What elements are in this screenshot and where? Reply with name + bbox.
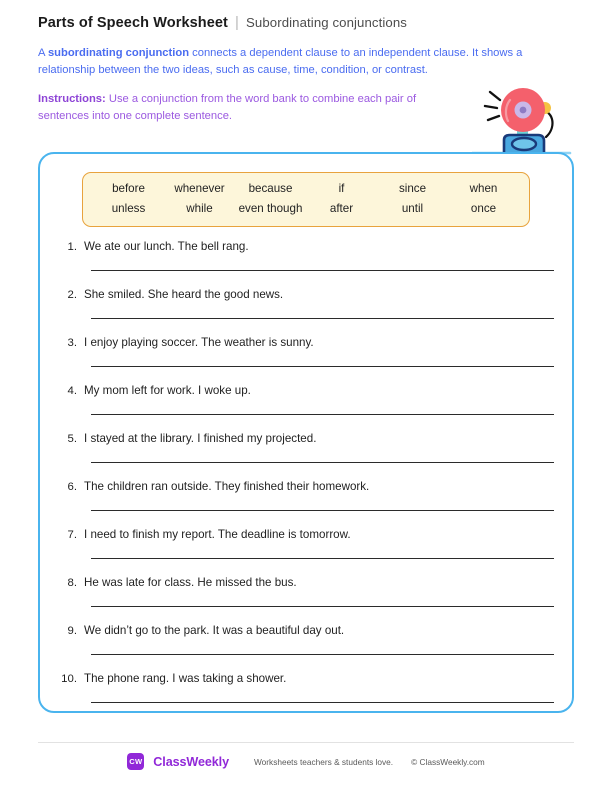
question-number: 7.: [67, 529, 77, 541]
instructions-text: [38, 91, 468, 124]
footer-copyright: © ClassWeekly.com: [411, 756, 485, 767]
question-number: 6.: [67, 481, 77, 493]
footer-divider: [38, 742, 574, 743]
question-item: [58, 335, 554, 383]
question-item: [58, 239, 554, 287]
question-text: I need to finish my report. The deadline is tomorrow.: [84, 528, 351, 541]
word-bank-word[interactable]: even though: [238, 202, 303, 215]
answer-line[interactable]: [91, 558, 554, 559]
question-number: 4.: [67, 385, 77, 397]
page-title: [38, 14, 574, 31]
instructions-label: Instructions:: [38, 93, 106, 105]
word-bank-word[interactable]: since: [398, 182, 427, 195]
word-bank-word[interactable]: until: [401, 202, 424, 215]
word-bank-word[interactable]: before: [112, 182, 145, 195]
worksheet-card: [38, 152, 574, 713]
question-text: We ate our lunch. The bell rang.: [84, 240, 249, 253]
question-text: She smiled. She heard the good news.: [84, 288, 284, 301]
question-item: [58, 671, 554, 719]
answer-line[interactable]: [91, 702, 554, 703]
question-item: [58, 287, 554, 335]
definition-rest: connects a dependent clause to an independent clause. It shows a relationship between the two ideas, such as cause, time, condition, or contrast.: [38, 47, 523, 76]
question-text: I enjoy playing soccer. The weather is sunny.: [84, 336, 314, 349]
question-number: 3.: [67, 337, 77, 349]
question-number: 9.: [67, 625, 77, 637]
question-text: I stayed at the library. I finished my projected.: [84, 432, 317, 445]
question-text: He was late for class. He missed the bus.: [84, 576, 297, 589]
word-bank-word[interactable]: while: [186, 202, 213, 215]
word-bank-word[interactable]: because: [248, 182, 293, 195]
question-list: [58, 239, 554, 719]
word-bank-word[interactable]: when: [469, 182, 498, 195]
definition-text: [38, 45, 550, 78]
title-separator: |: [235, 14, 239, 31]
answer-line[interactable]: [91, 318, 554, 319]
worksheet-header: [38, 0, 574, 124]
word-bank-word[interactable]: whenever: [174, 182, 225, 195]
question-number: 5.: [67, 433, 77, 445]
answer-line[interactable]: [91, 366, 554, 367]
question-item: [58, 623, 554, 671]
title-main: Parts of Speech Worksheet: [38, 15, 228, 31]
brand-name: ClassWeekly: [153, 754, 229, 769]
question-item: [58, 383, 554, 431]
question-text: We didn’t go to the park. It was a beautiful day out.: [84, 624, 345, 637]
question-number: 1.: [67, 241, 77, 253]
word-bank-word[interactable]: if: [338, 182, 345, 195]
question-item: [58, 431, 554, 479]
instructions-body: Use a conjunction from the word bank to combine each pair of sentences into one complete sentence.: [38, 93, 417, 122]
definition-term: subordinating conjunction: [47, 47, 190, 59]
answer-line[interactable]: [91, 414, 554, 415]
word-bank-word[interactable]: once: [470, 202, 497, 215]
title-subtitle: Subordinating conjunctions: [246, 15, 407, 30]
classweekly-logo-icon: CW: [127, 753, 144, 770]
question-item: [58, 527, 554, 575]
word-bank-word[interactable]: after: [329, 202, 354, 215]
question-number: 10.: [61, 673, 77, 685]
question-number: 8.: [67, 577, 77, 589]
question-number: 2.: [67, 289, 77, 301]
footer-tagline: Worksheets teachers & students love.: [253, 756, 394, 767]
question-item: [58, 575, 554, 623]
page-footer: [38, 742, 574, 770]
answer-line[interactable]: [91, 270, 554, 271]
definition-prefix: A: [38, 47, 48, 59]
answer-line[interactable]: [91, 462, 554, 463]
question-text: The phone rang. I was taking a shower.: [84, 672, 287, 685]
word-bank: [82, 172, 530, 227]
question-text: The children ran outside. They finished their homework.: [84, 480, 370, 493]
question-item: [58, 479, 554, 527]
answer-line[interactable]: [91, 654, 554, 655]
answer-line[interactable]: [91, 510, 554, 511]
answer-line[interactable]: [91, 606, 554, 607]
word-bank-word[interactable]: unless: [111, 202, 146, 215]
question-text: My mom left for work. I woke up.: [84, 384, 251, 397]
